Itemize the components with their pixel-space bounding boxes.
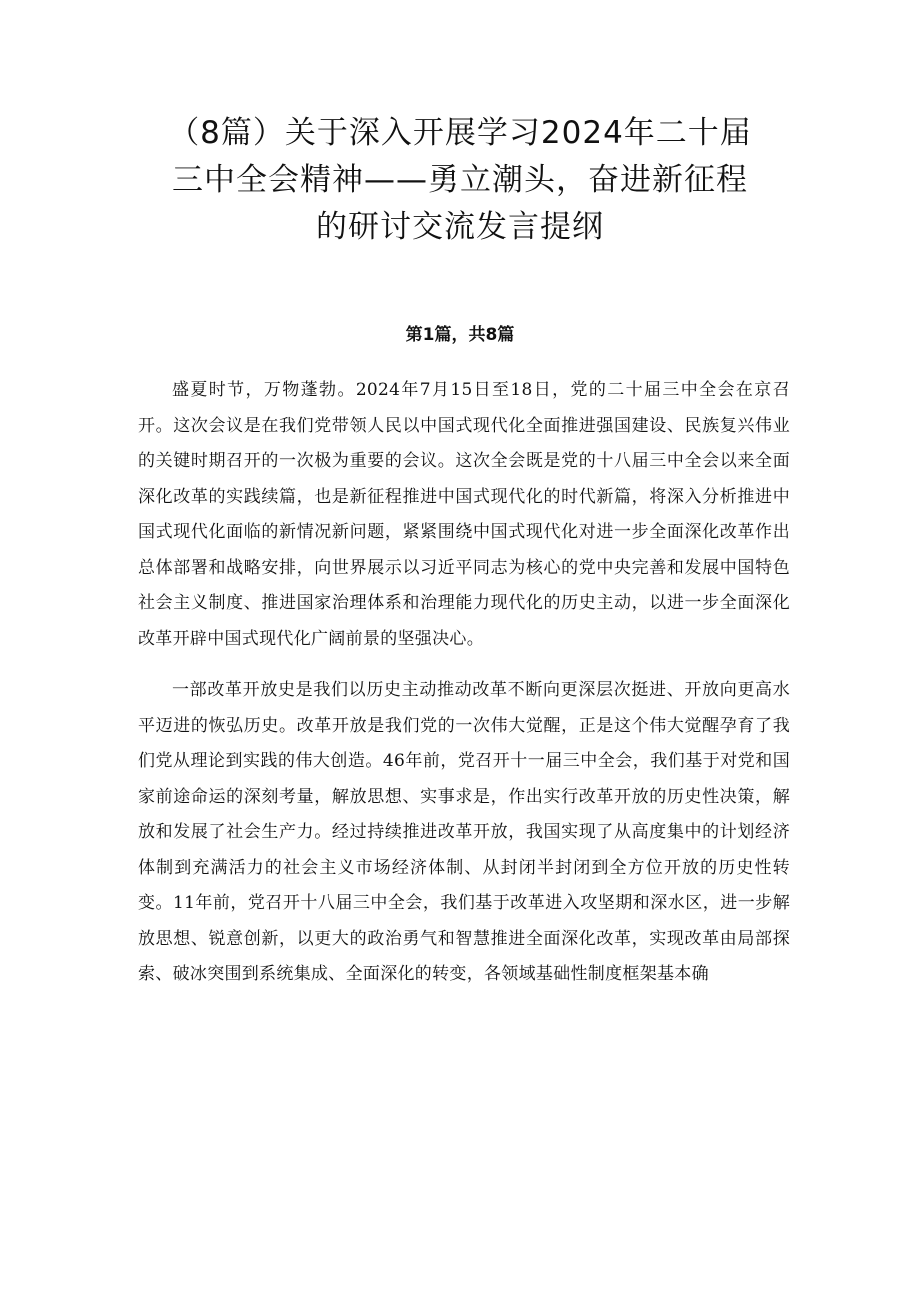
title-line-1: （8篇）关于深入开展学习2024年二十届 (168, 115, 752, 151)
part-label: 第1篇，共8篇 (405, 325, 515, 345)
document-body (138, 373, 790, 1009)
title-line-3: 的研讨交流发言提纲 (316, 209, 604, 245)
paragraph-1: 盛夏时节，万物蓬勃。2024年7月15日至18日，党的二十届三中全会在京召开。这次会议是在我们党带领人民以中国式现代化全面推进强国建设、民族复兴伟业的关键时期召开的一次极为重要的会议。这次全会既是党的十八届三中全会以来全面深化改革的实践续篇，也是新征程推进中国式现代化的时代新篇，将深入分析推进中国式现代化面临的新情况新问题，紧紧围绕中国式现代化对进一步全面深化改革作出总体部署和战略安排，向世界展示以习近平同志为核心的党中央完善和发展中国特色社会主义制度、推进国家治理体系和治理能力现代化的历史主动，以进一步全面深化改革开辟中国式现代化广阔前景的坚强决心。 (138, 380, 790, 649)
paragraph-2: 一部改革开放史是我们以历史主动推动改革不断向更深层次挺进、开放向更高水平迈进的恢弘历史。改革开放是我们党的一次伟大觉醒，正是这个伟大觉醒孕育了我们党从理论到实践的伟大创造。46年前，党召开十一届三中全会，我们基于对党和国家前途命运的深刻考量，解放思想、实事求是，作出实行改革开放的历史性决策，解放和发展了社会生产力。经过持续推进改革开放，我国实现了从高度集中的计划经济体制到充满活力的社会主义市场经济体制、从封闭半封闭到全方位开放的历史性转变。11年前，党召开十八届三中全会，我们基于改革进入攻坚期和深水区，进一步解放思想、锐意创新，以更大的政治勇气和智慧推进全面深化改革，实现改革由局部探索、破冰突围到系统集成、全面深化的转变，各领域基础性制度框架基本确 (138, 680, 790, 984)
title-line-2: 三中全会精神——勇立潮头，奋进新征程 (172, 162, 748, 198)
document-title (100, 110, 820, 251)
